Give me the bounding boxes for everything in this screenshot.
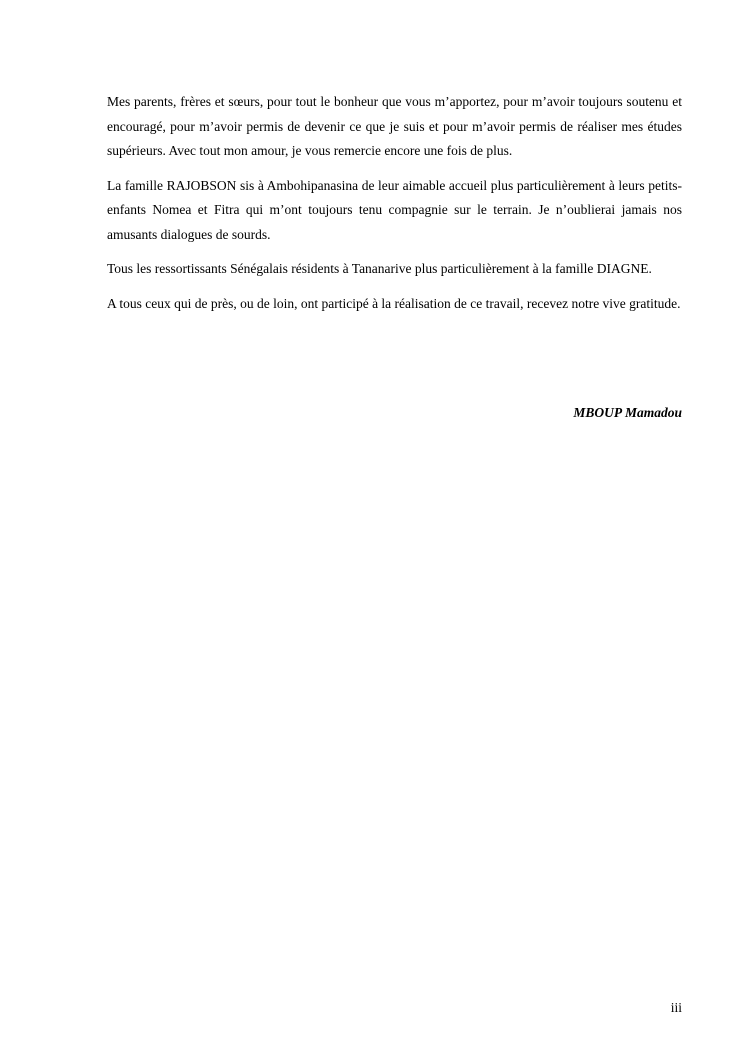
paragraph-senegalese-residents: Tous les ressortissants Sénégalais résidents à Tananarive plus particulièrement à la famille DIAGNE.	[107, 261, 652, 276]
paragraph-rajobson-family: La famille RAJOBSON sis à Ambohipanasina de leur aimable accueil plus particulièrement à leurs petits-enfants Nomea et Fitra qui m’ont toujours tenu compagnie sur le terrain. Je n’oublierai jamais nos amusants dialogues de sourds.	[107, 177, 682, 242]
paragraph-parents: Mes parents, frères et sœurs, pour tout le bonheur que vous m’apportez, pour m’avoir toujours soutenu et encouragé, pour m’avoir permis de devenir ce que je suis et pour m’avoir permis de réaliser mes études supérieurs. Avec tout mon amour, je vous remercie encore une fois de plus.	[107, 94, 682, 158]
page-number: iii	[670, 1000, 682, 1015]
author-signature: MBOUP Mamadou	[573, 405, 682, 420]
paragraph-gratitude: A tous ceux qui de près, ou de loin, ont participé à la réalisation de ce travail, recevez notre vive gratitude.	[107, 295, 681, 311]
acknowledgements-body	[107, 90, 682, 326]
